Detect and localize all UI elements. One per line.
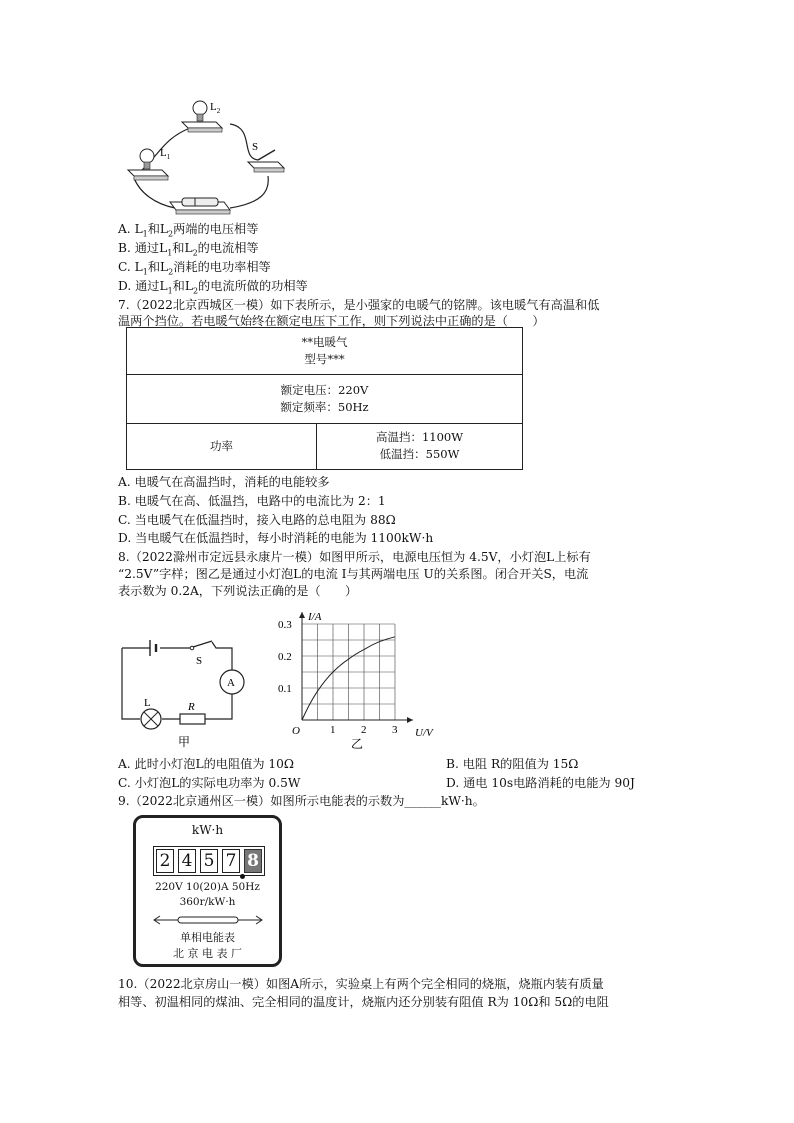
switch-icon [248,150,284,172]
meter-disc-icon [152,914,264,926]
circuit-label-s: S [196,655,203,667]
spec-power-label: 功率 [127,423,317,469]
x-axis-label: U/V [415,727,433,739]
q9-stem: 9.（2022北京通州区一模）如图所示电能表的示数为______kW·h。 [118,794,485,808]
resistor-symbol [180,714,205,724]
ammeter-label: A [227,677,235,689]
q8-stem-line2: “2.5V”字样；图乙是通过小灯泡L的电流 I与其两端电压 U的关系图。闭合开关S，电流 [118,567,589,581]
spec-name: **电暖气 [301,335,348,350]
meter-decimal-digit: 8 [244,849,262,873]
y-tick-label: 0.1 [278,683,292,695]
y-axis-label: I/A [308,611,322,623]
lamp-symbol-icon [141,709,161,729]
x-tick-label: 3 [392,724,398,736]
resistor-label-r: R [188,701,195,713]
meter-constant: 360r/kW·h [179,896,236,908]
meter-type: 单相电能表 [180,931,235,944]
y-tick-label: 0.2 [278,651,292,663]
meter-unit: kW·h [191,823,224,837]
q10-line1: 10.（2022北京房山一模）如图A所示，实验桌上有两个完全相同的烧瓶，烧瓶内装有质量 [118,977,604,991]
meter-rating: 220V 10(20)A 50Hz [155,881,260,893]
lamp-label-l: L [144,697,151,709]
battery-icon [170,198,230,214]
q7-option-d[interactable]: D. 当电暖气在低温挡时，每小时消耗的电能为 1100kW·h [118,531,434,545]
label-l2: $L_2$ [210,101,221,115]
graph-caption: 乙 [351,737,364,750]
circuit-caption: 甲 [178,735,191,749]
q6-circuit-figure [120,98,290,220]
q7-stem-line1: 7.（2022北京西城区一模）如下表所示，是小强家的电暖气的铭牌。该电暖气有高温和低 [118,298,600,312]
q8-stem-line3: 表示数为 0.2A，下列说法正确的是（ ） [118,584,358,598]
q10-line2: 相等、初温相同的煤油、完全相同的温度计，烧瓶内还分别装有阻值 R为 10Ω和 5Ω的电阻 [118,995,609,1009]
spec-power-values [317,423,523,469]
spec-voltage: 额定电压：220V [280,382,369,397]
x-tick-label: 2 [361,724,367,736]
x-axis-arrow-icon [407,717,413,723]
y-axis-arrow-icon [299,612,305,618]
q8-option-c[interactable]: C. 小灯泡L的实际电功率为 0.5W [118,776,301,790]
x-tick-label: 1 [330,724,336,736]
battery-symbol-icon [150,640,156,656]
q8-circuit-diagram [112,630,252,750]
spec-high: 高温挡：1100W [375,430,464,445]
q7-option-b[interactable]: B. 电暖气在高、低温挡，电路中的电流比为 2：1 [118,494,386,508]
q8-option-a[interactable]: A. 此时小灯泡L的电阻值为 10Ω [118,757,295,771]
q8-option-b[interactable]: B. 电阻 R的阻值为 15Ω [446,757,579,771]
origin-label: O [292,725,300,737]
electric-meter [133,815,282,967]
switch-symbol-icon [190,641,212,650]
spec-low: 低温挡：550W [379,447,460,462]
meter-digit: 2 [156,849,174,873]
label-l1: $L_1$ [160,147,171,161]
meter-digit-window [153,846,265,876]
meter-digit: 5 [200,849,218,873]
meter-maker: 北 京 电 表 厂 [173,947,242,960]
q7-option-a[interactable]: A. 电暖气在高温挡时，消耗的电能较多 [118,475,330,489]
y-tick-label: 0.3 [278,619,292,631]
q6-option-a[interactable]: A. $L_1$和$L_2$两端的电压相等 [118,222,259,239]
q7-option-c[interactable]: C. 当电暖气在低温挡时，接入电路的总电阻为 88Ω [118,513,396,527]
q6-option-b[interactable]: B. 通过$L_1$和$L_2$的电流相等 [118,241,259,258]
meter-digit: 7 [222,849,240,873]
q8-iv-graph [275,608,435,750]
spec-frequency: 额定频率：50Hz [280,399,369,414]
label-s: S [252,141,259,153]
q7-stem-line2: 温两个挡位。若电暖气始终在额定电压下工作，则下列说法中正确的是（ ） [118,314,545,328]
decimal-dot [240,874,245,879]
spec-model: 型号*** [304,352,345,367]
heater-spec-table [126,327,523,470]
q8-option-d[interactable]: D. 通电 10s电路消耗的电能为 90J [446,776,635,790]
spec-header-cell [127,328,523,375]
q8-stem-line1: 8.（2022滁州市定远县永康片一模）如图甲所示，电源电压恒为 4.5V，小灯泡L上标有 [118,550,591,564]
meter-digit: 4 [178,849,196,873]
spec-rating-cell [127,375,523,423]
q6-option-d[interactable]: D. 通过$L_1$和$L_2$的电流所做的功相等 [118,279,308,296]
q6-option-c[interactable]: C. $L_1$和$L_2$消耗的电功率相等 [118,260,271,277]
